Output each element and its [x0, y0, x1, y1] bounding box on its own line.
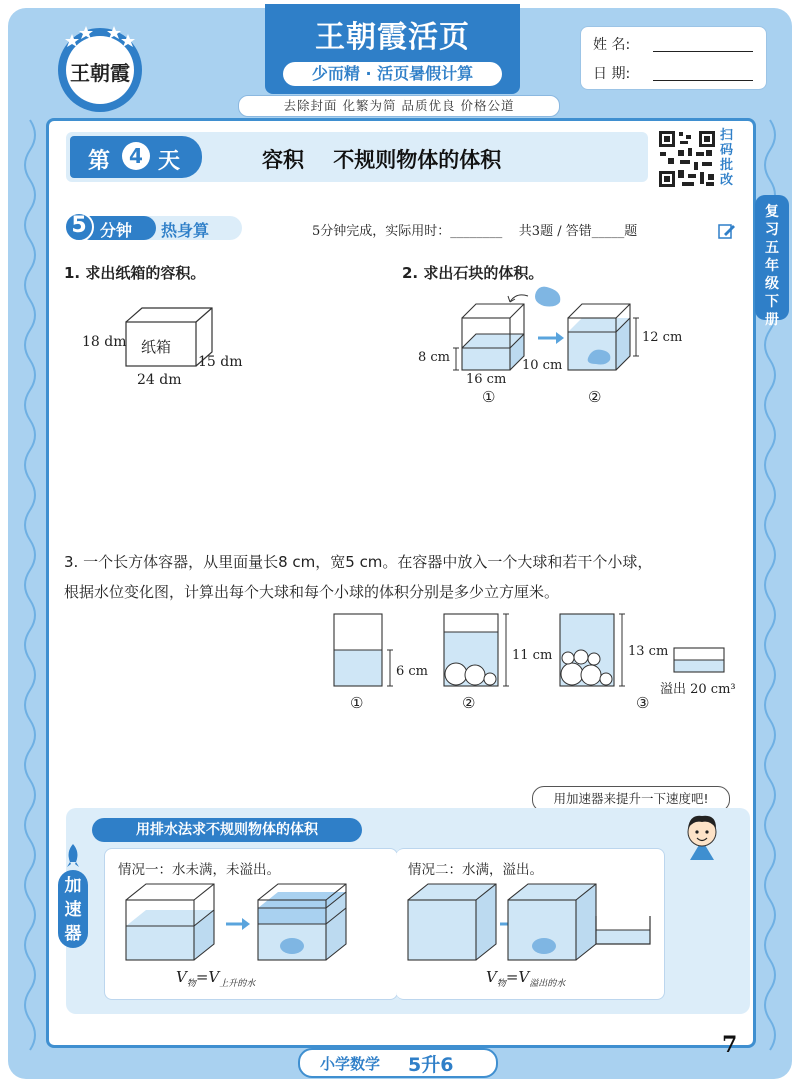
qr-label: 扫码批改: [720, 128, 734, 188]
q1-label: 1. 求出纸箱的容积。: [64, 264, 206, 282]
edit-icon: [718, 222, 736, 240]
q1-box-label: 纸箱: [141, 338, 172, 356]
warmup-number: 5: [71, 213, 87, 238]
brand-header: [265, 4, 520, 94]
logo-text: 王朝霞: [70, 61, 130, 85]
stone-icon: [535, 287, 560, 307]
case2-diagram: [404, 880, 664, 970]
q3-fig2-label: ②: [462, 694, 476, 712]
q3-h1: 6 cm: [396, 664, 429, 679]
q2-fig1-label: ①: [482, 388, 496, 406]
booster-tab: 用排水法求不规则物体的体积: [92, 818, 362, 842]
date-label: 日 期:: [593, 66, 631, 82]
case2-title: 情况二：水满，溢出。: [408, 862, 543, 878]
q3-line2: 根据水位变化图，计算出每个大球和每个小球的体积分别是多少立方厘米。: [64, 583, 560, 601]
booster-speech-bubble: 用加速器来提升一下速度吧!: [532, 786, 730, 812]
lesson-topic: 容积 不规则物体的体积: [262, 148, 502, 172]
q2-length: 16 cm: [466, 372, 507, 387]
q1-height: 18 dm: [82, 334, 127, 350]
q3-h2: 11 cm: [512, 648, 553, 663]
q3-fig1-label: ①: [350, 694, 364, 712]
name-label: 姓 名:: [593, 37, 631, 53]
footer-grade: 5升6: [408, 1054, 454, 1076]
q2-width: 10 cm: [522, 358, 563, 373]
day-badge: 第 4 天: [70, 136, 202, 178]
case1-diagram: [118, 880, 388, 970]
q3-h3: 13 cm: [628, 644, 669, 659]
qr-code-icon[interactable]: [656, 128, 718, 190]
warmup-title: 热身算: [161, 221, 210, 240]
day-number: 4: [122, 142, 150, 170]
q1-length: 24 dm: [137, 372, 182, 388]
warmup-minutes: 分钟: [100, 221, 133, 240]
name-field[interactable]: [653, 51, 753, 52]
boy-mascot-icon: [672, 810, 732, 862]
booster-side-label: 加速器: [58, 870, 88, 948]
page-number: 7: [722, 1032, 738, 1058]
q2-fig2-label: ②: [588, 388, 602, 406]
footer-pill: [298, 1048, 498, 1078]
case1-formula: $V_物=V_{上升的水}$: [176, 968, 256, 989]
case1-title: 情况一：水未满，未溢出。: [118, 862, 280, 878]
q3-line1: 3. 一个长方体容器，从里面量长8 cm，宽5 cm。在容器中放入一个大球和若干个小球，: [64, 553, 653, 571]
name-date-box: [580, 26, 767, 90]
brand-logo-icon: [52, 20, 148, 116]
side-grade-tab: 复习五年级下册: [755, 195, 789, 320]
footer-subject: 小学数学: [320, 1055, 381, 1073]
rocket-icon: [58, 840, 88, 870]
q3-overflow: 溢出 20 cm³: [660, 682, 736, 697]
q2-new-height: 12 cm: [642, 330, 683, 345]
warmup-instructions: 5分钟完成，实际用时：________ 共3题 / 答错_____题: [312, 224, 638, 239]
brand-title: 王朝霞活页: [315, 20, 470, 55]
q2-label: 2. 求出石块的体积。: [402, 264, 544, 282]
q1-width: 15 dm: [198, 354, 243, 370]
date-field[interactable]: [653, 80, 753, 81]
q3-fig3-label: ③: [636, 694, 650, 712]
series-title: 少而精 · 活页暑假计算: [283, 62, 502, 86]
slogan: 去除封面 化繁为简 品质优良 价格公道: [238, 95, 560, 117]
case2-formula: $V_物=V_{溢出的水}$: [486, 968, 566, 989]
warmup-badge: [64, 212, 244, 242]
q2-water-height: 8 cm: [418, 350, 451, 365]
